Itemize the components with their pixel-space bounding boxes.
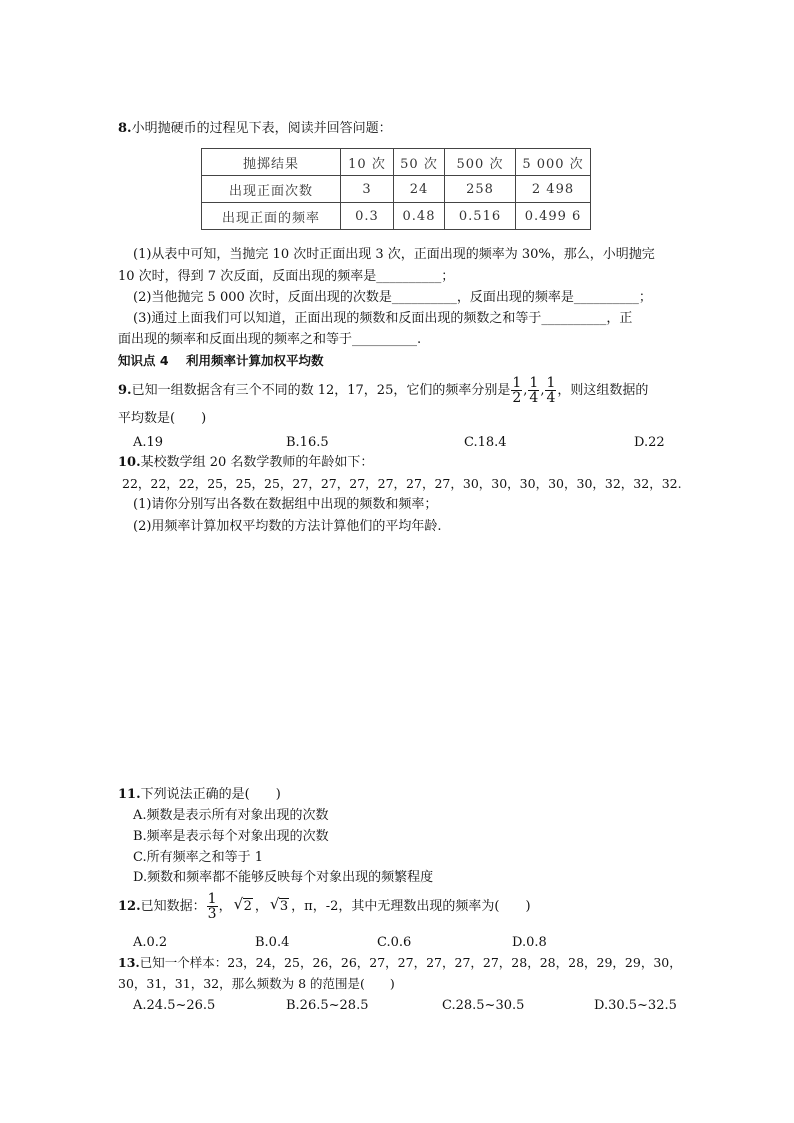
fraction-denominator: 4: [546, 390, 556, 406]
q12-option-b: B.0.4: [255, 935, 290, 950]
fraction: [545, 376, 556, 405]
q8-part1-line2: 10 次时，得到 7 次反面，反面出现的频率是__________；: [118, 269, 455, 284]
q9-text-b: ，则这组数据的: [557, 383, 649, 398]
q12-text-b: ，-2，其中无理数出现的频率为( ): [312, 899, 531, 914]
table-cell: 0.3: [341, 203, 394, 230]
q13-text-line1: 已知一个样本：23，24，25，26，26，27，27，27，27，27，28，28，28，29，29，30，: [139, 955, 682, 970]
fraction: [511, 376, 522, 405]
q9-option-d: D.22: [634, 435, 665, 450]
fraction: [528, 376, 539, 405]
table-row: [202, 176, 591, 203]
table-cell: 0.48: [394, 203, 445, 230]
q12-text-a: 已知数据：: [140, 899, 206, 914]
q12-option-a: A.0.2: [133, 935, 168, 950]
q10-stem: [118, 454, 373, 472]
table-row: [202, 203, 591, 230]
table-header-cell: 抛掷结果: [202, 149, 341, 176]
table-header-row: [202, 149, 591, 176]
q8-stem: [118, 120, 392, 138]
q9-option-b: B.16.5: [286, 435, 329, 450]
q9-text-c: 平均数是( ): [118, 411, 207, 426]
q12-option-d: D.0.8: [512, 935, 547, 950]
separator: ，: [291, 899, 305, 914]
table-cell: 3: [341, 176, 394, 203]
table-cell: 0.499 6: [516, 203, 591, 230]
q10-text: 某校数学组 20 名数学教师的年龄如下：: [140, 455, 374, 470]
q11-number: 11.: [118, 787, 141, 802]
fraction-numerator: 1: [529, 375, 539, 391]
table-header-cell: 10 次: [341, 149, 394, 176]
q13-option-b: B.26.5~28.5: [286, 998, 369, 1013]
coin-toss-table: [201, 148, 591, 230]
q10-number: 10.: [118, 455, 141, 470]
fraction-denominator: 2: [512, 390, 522, 406]
q11-option-c: C.所有频率之和等于 1: [133, 850, 264, 865]
comma: ,: [540, 383, 545, 398]
q9-number: 9.: [118, 383, 132, 398]
q13-text-line2: 30，31，31，32，那么频数为 8 的范围是( ): [118, 976, 395, 991]
pi-symbol: π: [304, 899, 313, 914]
q13-number: 13.: [118, 955, 140, 970]
table-cell: 24: [394, 176, 445, 203]
table-header-cell: 5 000 次: [516, 149, 591, 176]
q12-stem: [118, 890, 531, 926]
separator: ，: [254, 899, 268, 914]
q10-part1: (1)请你分别写出各数在数据组中出现的频数和频率；: [133, 497, 438, 512]
table-header-cell: 500 次: [445, 149, 516, 176]
comma: ,: [523, 383, 528, 398]
q10-part2: (2)用频率计算加权平均数的方法计算他们的平均年龄.: [133, 519, 442, 534]
fraction-numerator: 1: [546, 375, 556, 391]
q9-stem: [118, 374, 648, 410]
q9-text-a: 已知一组数据含有三个不同的数 12，17，25，它们的频率分别是: [131, 383, 511, 398]
table-cell: 出现正面的频率: [202, 203, 341, 230]
radicand: 3: [279, 899, 289, 914]
q8-part3-line2: 面出现的频率和反面出现的频率之和等于__________.: [118, 332, 422, 347]
table-cell: 出现正面次数: [202, 176, 341, 203]
q11-text: 下列说法正确的是( ): [140, 787, 281, 802]
table-header-cell: 50 次: [394, 149, 445, 176]
table-cell: 258: [445, 176, 516, 203]
q9-option-c: C.18.4: [464, 435, 507, 450]
q8-part3-line1: (3)通过上面我们可以知道，正面出现的频数和反面出现的频数之和等于__________，正: [133, 311, 633, 326]
q11-stem: [118, 786, 281, 804]
fraction-numerator: 1: [207, 891, 217, 907]
sqrt-2: [234, 890, 253, 924]
section-heading: 知识点 4 利用频率计算加权平均数: [118, 353, 324, 368]
fraction-denominator: 4: [529, 390, 539, 406]
table-cell: 2 498: [516, 176, 591, 203]
sqrt-3: [270, 890, 289, 924]
q12-number: 12.: [118, 899, 141, 914]
q11-option-a: A.频数是表示所有对象出现的次数: [133, 808, 329, 823]
q13-stem-line1: [118, 954, 682, 972]
fraction-denominator: 3: [207, 906, 217, 922]
separator: ，: [218, 899, 232, 914]
q13-option-c: C.28.5~30.5: [442, 998, 525, 1013]
radical-sign: √: [233, 895, 244, 913]
radical-sign: √: [269, 895, 280, 913]
q8-number: 8.: [118, 121, 132, 136]
q11-option-b: B.频率是表示每个对象出现的次数: [133, 829, 329, 844]
q8-part2: (2)当他抛完 5 000 次时，反面出现的次数是__________，反面出现的频率是__________；: [133, 290, 652, 305]
radicand: 2: [243, 899, 252, 914]
fraction: [207, 892, 218, 921]
q13-option-a: A.24.5~26.5: [133, 998, 216, 1013]
q8-part1-line1: (1)从表中可知，当抛完 10 次时正面出现 3 次，正面出现的频率为 30%，那么，小明抛完: [133, 247, 655, 262]
fraction-numerator: 1: [512, 375, 522, 391]
q13-option-d: D.30.5~32.5: [594, 998, 677, 1013]
q11-option-d: D.频数和频率都不能够反映每个对象出现的频繁程度: [133, 870, 434, 885]
q9-option-a: A.19: [133, 435, 164, 450]
q8-text: 小明抛硬币的过程见下表，阅读并回答问题：: [131, 121, 392, 136]
q12-option-c: C.0.6: [377, 935, 412, 950]
table-cell: 0.516: [445, 203, 516, 230]
q10-data: 22，22，22，25，25，25，27，27，27，27，27，27，30，30，30，30，30，32，32，32.: [122, 476, 682, 491]
